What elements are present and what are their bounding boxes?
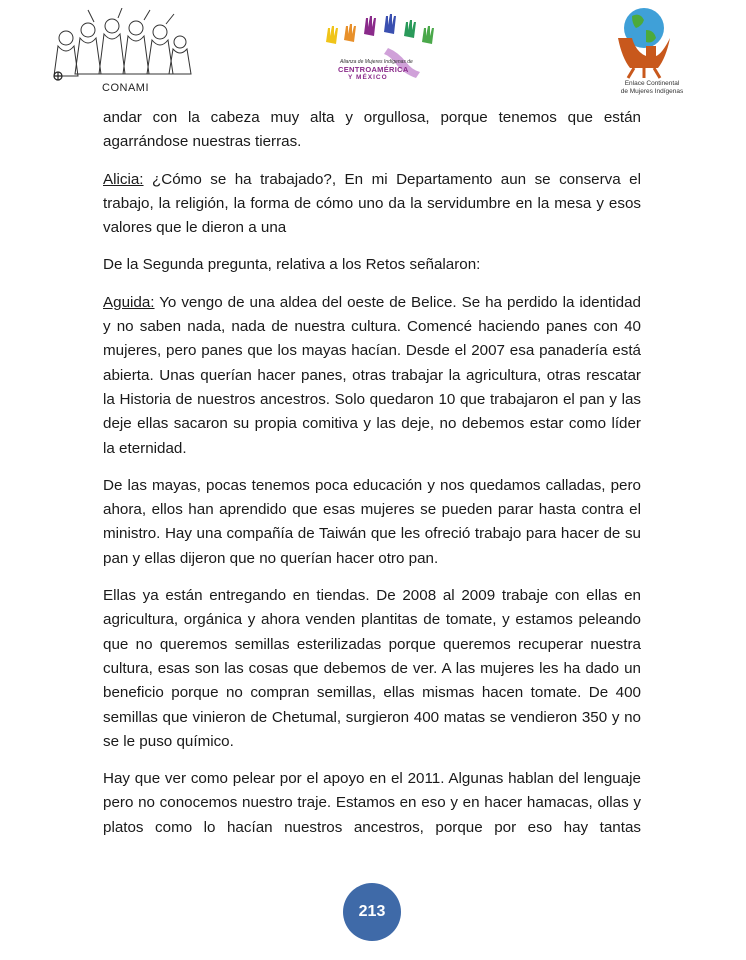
women-sketch-icon: [48, 8, 196, 84]
paragraph-6: Ellas ya están entregando en tiendas. De 2008 al 2009 trabaje con ellas en agricultura, orgánica y ahora venden plantitas de tomate, y estamos peleando que no queremos semillas esterilizadas porque queremos recuperar nuestra cultura, esas son las cosas que debemos de ver. A las mujeres les ha dado un beneficio porque no compran semillas, ellas mismas hacen tomate. De 400 semillas que vinieron de Chetumal, surgieron 400 matas se vendieron 350 y no se le puso químico.: [103, 587, 641, 750]
alianza-line1: Alianza de Mujeres Indígenas de: [340, 59, 413, 65]
enlace-line2: de Mujeres Indígenas: [620, 88, 684, 95]
enlace-line1: Enlace Continental: [624, 80, 680, 87]
page-number-badge: 213: [343, 883, 401, 941]
speaker-name: Alicia:: [103, 170, 144, 188]
globe-tree-icon: [604, 4, 700, 80]
alianza-logo: [318, 12, 442, 98]
paragraph-2: [103, 168, 641, 241]
alianza-line3: Y MÉXICO: [348, 74, 388, 81]
speaker-name: Aguida:: [103, 293, 155, 311]
paragraph-text: ¿Cómo se ha trabajado?, En mi Departamento aun se conserva el trabajo, la religión, la forma de cómo uno da la servidumbre en la mesa y esos valores que le dieron a una: [103, 170, 641, 237]
enlace-logo: [604, 4, 700, 100]
document-body: [103, 106, 641, 853]
conami-caption: CONAMI: [102, 82, 149, 94]
alianza-line2: CENTROAMÉRICA: [338, 65, 409, 74]
paragraph-4: [103, 291, 641, 461]
conami-logo: [48, 8, 196, 94]
paragraph-1: andar con la cabeza muy alta y orgullosa, porque tenemos que están agarrándose nuestras tierras.: [103, 109, 641, 151]
paragraph-5: De las mayas, pocas tenemos poca educación y nos quedamos calladas, pero ahora, ellos han aprendido que esas mujeres se pueden parar hasta contra el ministro. Hay una compañía de Taiwán que les ofreció trabajo para hacer de su pan y ellas dijeron que no querían hacer otro pan.: [103, 476, 641, 567]
paragraph-7: Hay que ver como pelear por el apoyo en el 2011. Algunas hablan del lenguaje pero no conocemos nuestro traje. Estamos en eso y en hacer hamacas, ollas y platos como lo hacían nuestros ancestros, porque por eso hay tantas: [103, 770, 641, 836]
paragraph-3: De la Segunda pregunta, relativa a los Retos señalaron:: [103, 256, 481, 274]
paragraph-text: Yo vengo de una aldea del oeste de Belice. Se ha perdido la identidad y no saben nada, nada de nuestra cultura. Comencé haciendo panes con 40 mujeres, pero panes que los mayas hacían. Desde el 2007 esa panadería está abierta. Unas querían hacer panes, otras trabajar la agricultura, otras rescatar la Historia de nuestros ancestros. Solo quedaron 10 que trabajaron el pan y las deje ellas sacaron su propia comitiva y las deje, no debemos estar como líder la eternidad.: [103, 293, 641, 457]
